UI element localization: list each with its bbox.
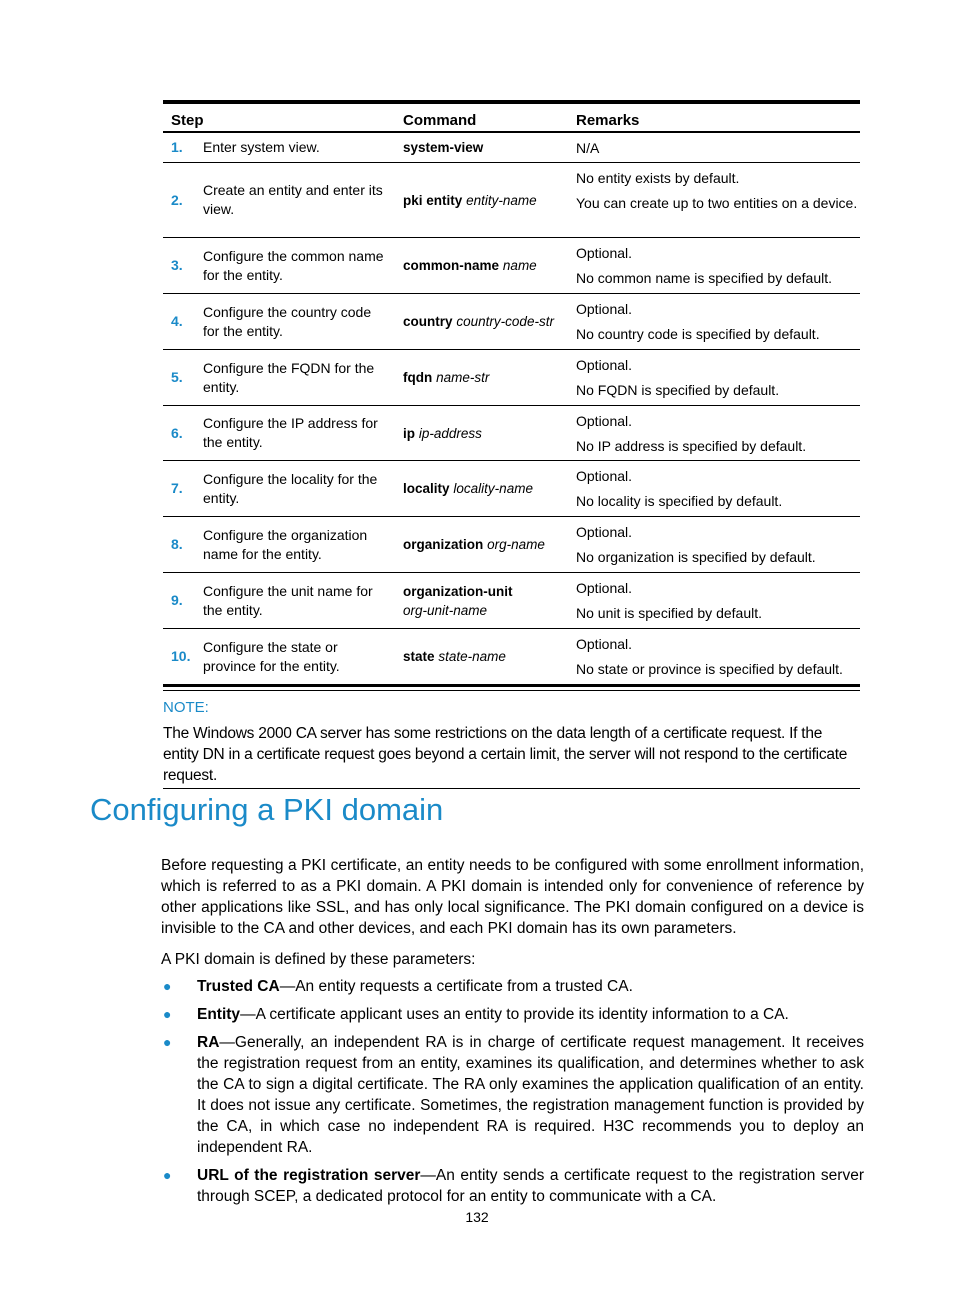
- list-text: —A certificate applicant uses an entity to provide its identity information to a CA.: [240, 1006, 789, 1023]
- step-description: Configure the common name for the entity.: [203, 247, 384, 283]
- step-number: 9.: [171, 592, 183, 608]
- command-keyword: organization-unit: [403, 583, 513, 599]
- remark-line: No FQDN is specified by default.: [576, 382, 780, 398]
- step-description: Configure the locality for the entity.: [203, 470, 378, 506]
- command-cell: [396, 573, 569, 628]
- step-description: Configure the country code for the entity.: [203, 303, 372, 339]
- step-cell: [163, 573, 396, 628]
- step-cell: [163, 294, 396, 349]
- remarks-cell: [569, 629, 860, 684]
- note-label: NOTE:: [163, 699, 209, 716]
- command-keyword: fqdn: [403, 370, 433, 385]
- header-remarks: Remarks: [576, 112, 640, 129]
- step-cell: [163, 517, 396, 572]
- remark-line: No IP address is specified by default.: [576, 438, 807, 454]
- list-text: —Generally, an independent RA is in charge of certificate request management. It receives the registration request from an entity, examines its qualification, and determines whether to ask the CA to sign a digital certificate. The RA only examines the application qualification of an entity. It does not issue any certificate. Sometimes, the registration management function is provided by the CA, in which case no independent RA is required. H3C recommends you to deploy an independent RA.: [197, 1034, 864, 1156]
- step-description: Configure the unit name for the entity.: [203, 582, 373, 618]
- command-argument: org-name: [487, 537, 545, 552]
- bullet-icon: ●: [163, 1006, 172, 1022]
- intro-paragraph: Before requesting a PKI certificate, an entity needs to be configured with some enrollment information, which is referred to as a PKI domain. A PKI domain is intended only for convenience of reference by other applications like SSL, and has only local significance. The PKI domain configured on a device is invisible to the CA and other devices, and each PKI domain has its own parameters.: [161, 857, 864, 937]
- remarks-cell: [569, 133, 860, 162]
- command-keyword: common-name: [403, 258, 500, 273]
- remarks-cell: [569, 461, 860, 516]
- command-table: [163, 100, 860, 687]
- command-cell: [396, 406, 569, 460]
- list-text: —An entity sends a certificate request to the registration server through SCEP, a dedicated protocol for an entity to communicate with a CA.: [197, 1167, 864, 1205]
- table-row: [163, 133, 860, 163]
- table-row: [163, 350, 860, 406]
- step-cell: [163, 350, 396, 405]
- step-number: 3.: [171, 257, 183, 273]
- list-term: RA: [197, 1034, 220, 1051]
- command-argument: state-name: [438, 649, 506, 664]
- section-body: [161, 855, 864, 1214]
- bullet-icon: ●: [163, 1034, 172, 1050]
- lead-paragraph: A PKI domain is defined by these parameters:: [161, 951, 476, 968]
- step-cell: [163, 629, 396, 684]
- remark-line: Optional.: [576, 468, 633, 484]
- step-number: 2.: [171, 191, 183, 208]
- note-box: [163, 690, 860, 789]
- section-heading: Configuring a PKI domain: [90, 792, 444, 827]
- step-number: 8.: [171, 536, 183, 552]
- remark-line: No country code is specified by default.: [576, 326, 820, 342]
- bullet-icon: ●: [163, 978, 172, 994]
- list-item: [161, 1032, 864, 1158]
- remark-line: Optional.: [576, 580, 633, 596]
- command-keyword: country: [403, 314, 453, 329]
- remarks-cell: [569, 573, 860, 628]
- command-cell: [396, 238, 569, 293]
- step-cell: [163, 461, 396, 516]
- step-number: 4.: [171, 313, 183, 329]
- step-number: 7.: [171, 480, 183, 496]
- step-cell: [163, 238, 396, 293]
- step-description: Configure the IP address for the entity.: [203, 415, 378, 450]
- remark-line: No unit is specified by default.: [576, 605, 762, 621]
- command-keyword: locality: [403, 481, 450, 496]
- table-row: [163, 629, 860, 684]
- remark-line: No entity exists by default.: [576, 170, 740, 186]
- command-keyword: organization: [403, 537, 484, 552]
- step-number: 6.: [171, 424, 183, 441]
- note-text: The Windows 2000 CA server has some restrictions on the data length of a certificate request. If the entity DN in a certificate request goes beyond a certain limit, the server will not respond to the certificate request.: [163, 725, 848, 784]
- command-cell: [396, 294, 569, 349]
- remarks-cell: [569, 517, 860, 572]
- step-cell: [163, 133, 396, 162]
- table-row: [163, 294, 860, 350]
- table-row: [163, 517, 860, 573]
- list-text: —An entity requests a certificate from a trusted CA.: [279, 978, 633, 995]
- remarks-cell: [569, 350, 860, 405]
- remark-line: Optional.: [576, 245, 633, 261]
- list-item: [161, 976, 864, 997]
- list-term: URL of the registration server: [197, 1167, 421, 1184]
- remark-line: No common name is specified by default.: [576, 270, 833, 286]
- remark-line: No locality is specified by default.: [576, 493, 783, 509]
- remark-line: No state or province is specified by default.: [576, 661, 843, 677]
- remark-line: Optional.: [576, 636, 633, 652]
- remark-line: Optional.: [576, 524, 633, 540]
- table-row: [163, 461, 860, 517]
- step-description: Configure the organization name for the entity.: [203, 526, 368, 562]
- remark-line: N/A: [576, 140, 600, 156]
- command-keyword: ip: [403, 425, 415, 441]
- command-argument: entity-name: [466, 192, 537, 208]
- table-header: [163, 104, 860, 133]
- step-number: 10.: [171, 648, 191, 664]
- remark-line: Optional.: [576, 357, 633, 373]
- command-cell: [396, 461, 569, 516]
- list-item: [161, 1165, 864, 1207]
- remark-line: Optional.: [576, 413, 633, 429]
- list-term: Entity: [197, 1006, 241, 1023]
- command-keyword: pki entity: [403, 192, 463, 208]
- step-description: Configure the FQDN for the entity.: [203, 359, 375, 395]
- header-step: Step: [171, 112, 204, 129]
- command-argument: locality-name: [453, 481, 533, 496]
- remark-line: You can create up to two entities on a device.: [576, 195, 858, 211]
- remark-line: Optional.: [576, 301, 633, 317]
- table-row: [163, 406, 860, 461]
- command-cell: [396, 517, 569, 572]
- command-argument: org-unit-name: [403, 602, 488, 618]
- command-keyword: state: [403, 649, 435, 664]
- list-term: Trusted CA: [197, 978, 280, 995]
- command-argument: name: [502, 258, 537, 273]
- step-description: Enter system view.: [203, 139, 320, 155]
- step-description: Create an entity and enter its view.: [203, 182, 383, 217]
- page-number: 132: [465, 1209, 489, 1225]
- remarks-cell: [569, 238, 860, 293]
- command-keyword: system-view: [403, 140, 484, 155]
- command-cell: [396, 163, 569, 237]
- parameter-list: [161, 976, 864, 1207]
- remarks-cell: [569, 163, 860, 237]
- step-number: 5.: [171, 369, 183, 385]
- remarks-cell: [569, 294, 860, 349]
- step-number: 1.: [171, 139, 183, 155]
- command-cell: [396, 133, 569, 162]
- header-command: Command: [403, 112, 477, 129]
- bullet-icon: ●: [163, 1167, 172, 1183]
- table-row: [163, 238, 860, 294]
- list-item: [161, 1004, 864, 1025]
- table-row: [163, 163, 860, 238]
- command-argument: ip-address: [418, 425, 482, 441]
- command-cell: [396, 629, 569, 684]
- command-cell: [396, 350, 569, 405]
- remarks-cell: [569, 406, 860, 460]
- command-argument: name-str: [436, 370, 490, 385]
- command-argument: country-code-str: [456, 314, 554, 329]
- step-cell: [163, 406, 396, 460]
- step-cell: [163, 163, 396, 237]
- table-row: [163, 573, 860, 629]
- table-body: [163, 133, 860, 684]
- remark-line: No organization is specified by default.: [576, 549, 816, 565]
- step-description: Configure the state or province for the entity.: [203, 638, 340, 674]
